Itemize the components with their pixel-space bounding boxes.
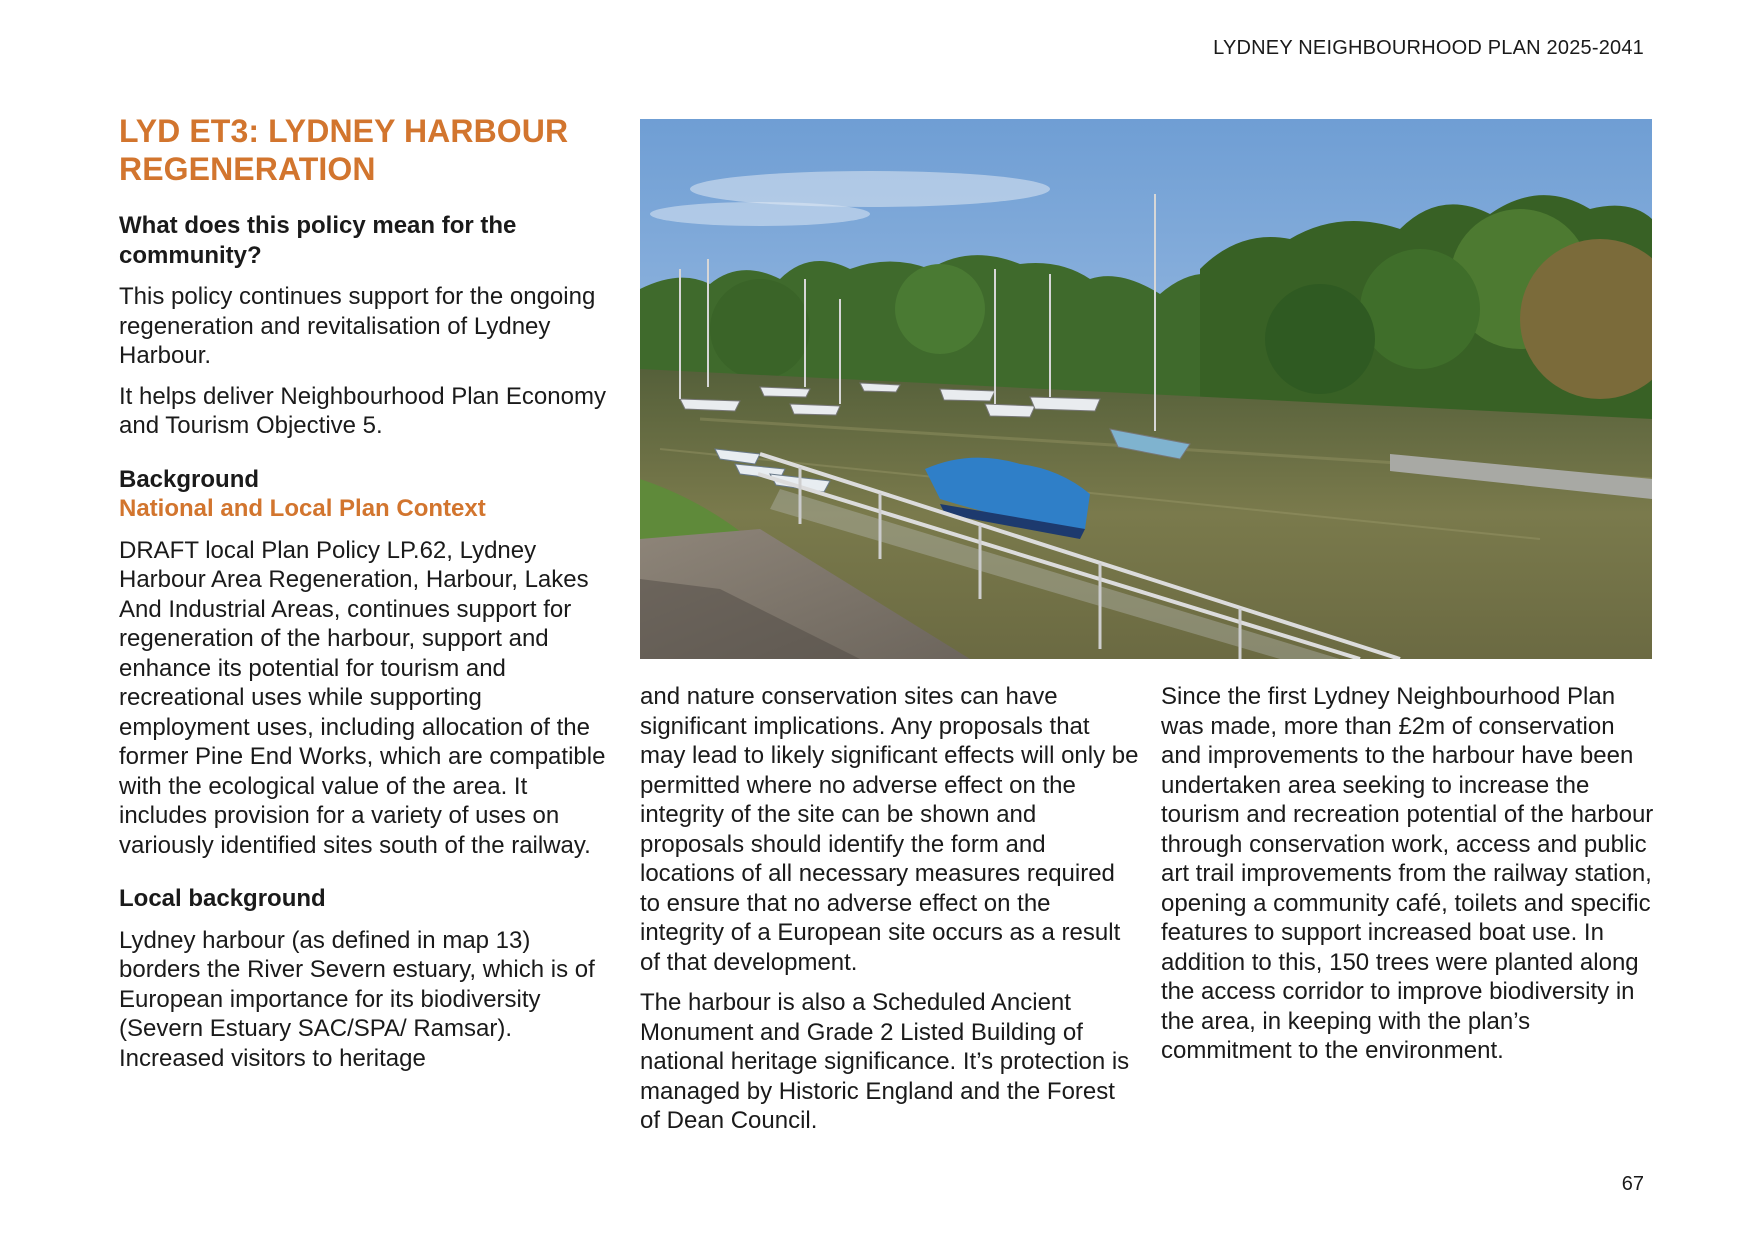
- policy-title-line-2: REGENERATION: [119, 151, 376, 187]
- right-column: [1161, 682, 1661, 1066]
- community-paragraph-2: It helps deliver Neighbourhood Plan Economy and Tourism Objective 5.: [119, 382, 606, 439]
- policy-title: [119, 112, 609, 188]
- local-background-paragraph: Lydney harbour (as defined in map 13) borders the River Severn estuary, which is of European importance for its biodiversity (Severn Estuary SAC/SPA/ Ramsar). Increased visitors to heritage: [119, 926, 595, 1072]
- right-paragraph-1: Since the first Lydney Neighbourhood Plan was made, more than £2m of conservation and improvements to the harbour have been undertaken area seeking to increase the tourism and recreation potential of the harbour through conservation work, access and public art trail improvements from the railway station, opening a community café, toilets and specific features to support increased boat use. In addition to this, 150 trees were planted along the access corridor to improve biodiversity in the area, in keeping with the plan’s commitment to the environment.: [1161, 683, 1654, 1064]
- middle-column: [640, 682, 1140, 1136]
- middle-paragraph-2: The harbour is also a Scheduled Ancient Monument and Grade 2 Listed Building of national heritage significance. It’s protection is managed by Historic England and the Forest of Dean Council.: [640, 989, 1130, 1134]
- context-subheading: National and Local Plan Context: [119, 495, 486, 522]
- context-paragraph: DRAFT local Plan Policy LP.62, Lydney Harbour Area Regeneration, Harbour, Lakes And Industrial Areas, continues support for regeneration of the harbour, support and enhance its potential for tourism and recreational uses while supporting employment uses, including allocation of the former Pine End Works, which are compatible with the ecological value of the area. It includes provision for a variety of uses on variously identified sites south of the railway.: [119, 536, 606, 859]
- middle-paragraph-1: and nature conservation sites can have significant implications. Any proposals that may lead to likely significant effects will only be permitted where no adverse effect on the integrity of the site can be shown and proposals should identify the form and locations of all necessary measures required to ensure that no adverse effect on the integrity of a European site occurs as a result of that development.: [640, 683, 1139, 976]
- page-number: 67: [1621, 1173, 1644, 1195]
- local-background-heading: Local background: [119, 885, 326, 912]
- community-paragraph-1: This policy continues support for the ongoing regeneration and revitalisation of Lydney Harbour.: [119, 283, 596, 369]
- left-column: [119, 112, 609, 1073]
- community-heading: What does this policy mean for the community?: [119, 212, 517, 269]
- background-heading: Background: [119, 465, 260, 493]
- harbour-photo: [640, 119, 1652, 659]
- running-header: LYDNEY NEIGHBOURHOOD PLAN 2025-2041: [1213, 37, 1644, 59]
- policy-title-line-1: LYD ET3: LYDNEY HARBOUR: [119, 113, 569, 149]
- harbour-photo-illustration: [640, 119, 1652, 659]
